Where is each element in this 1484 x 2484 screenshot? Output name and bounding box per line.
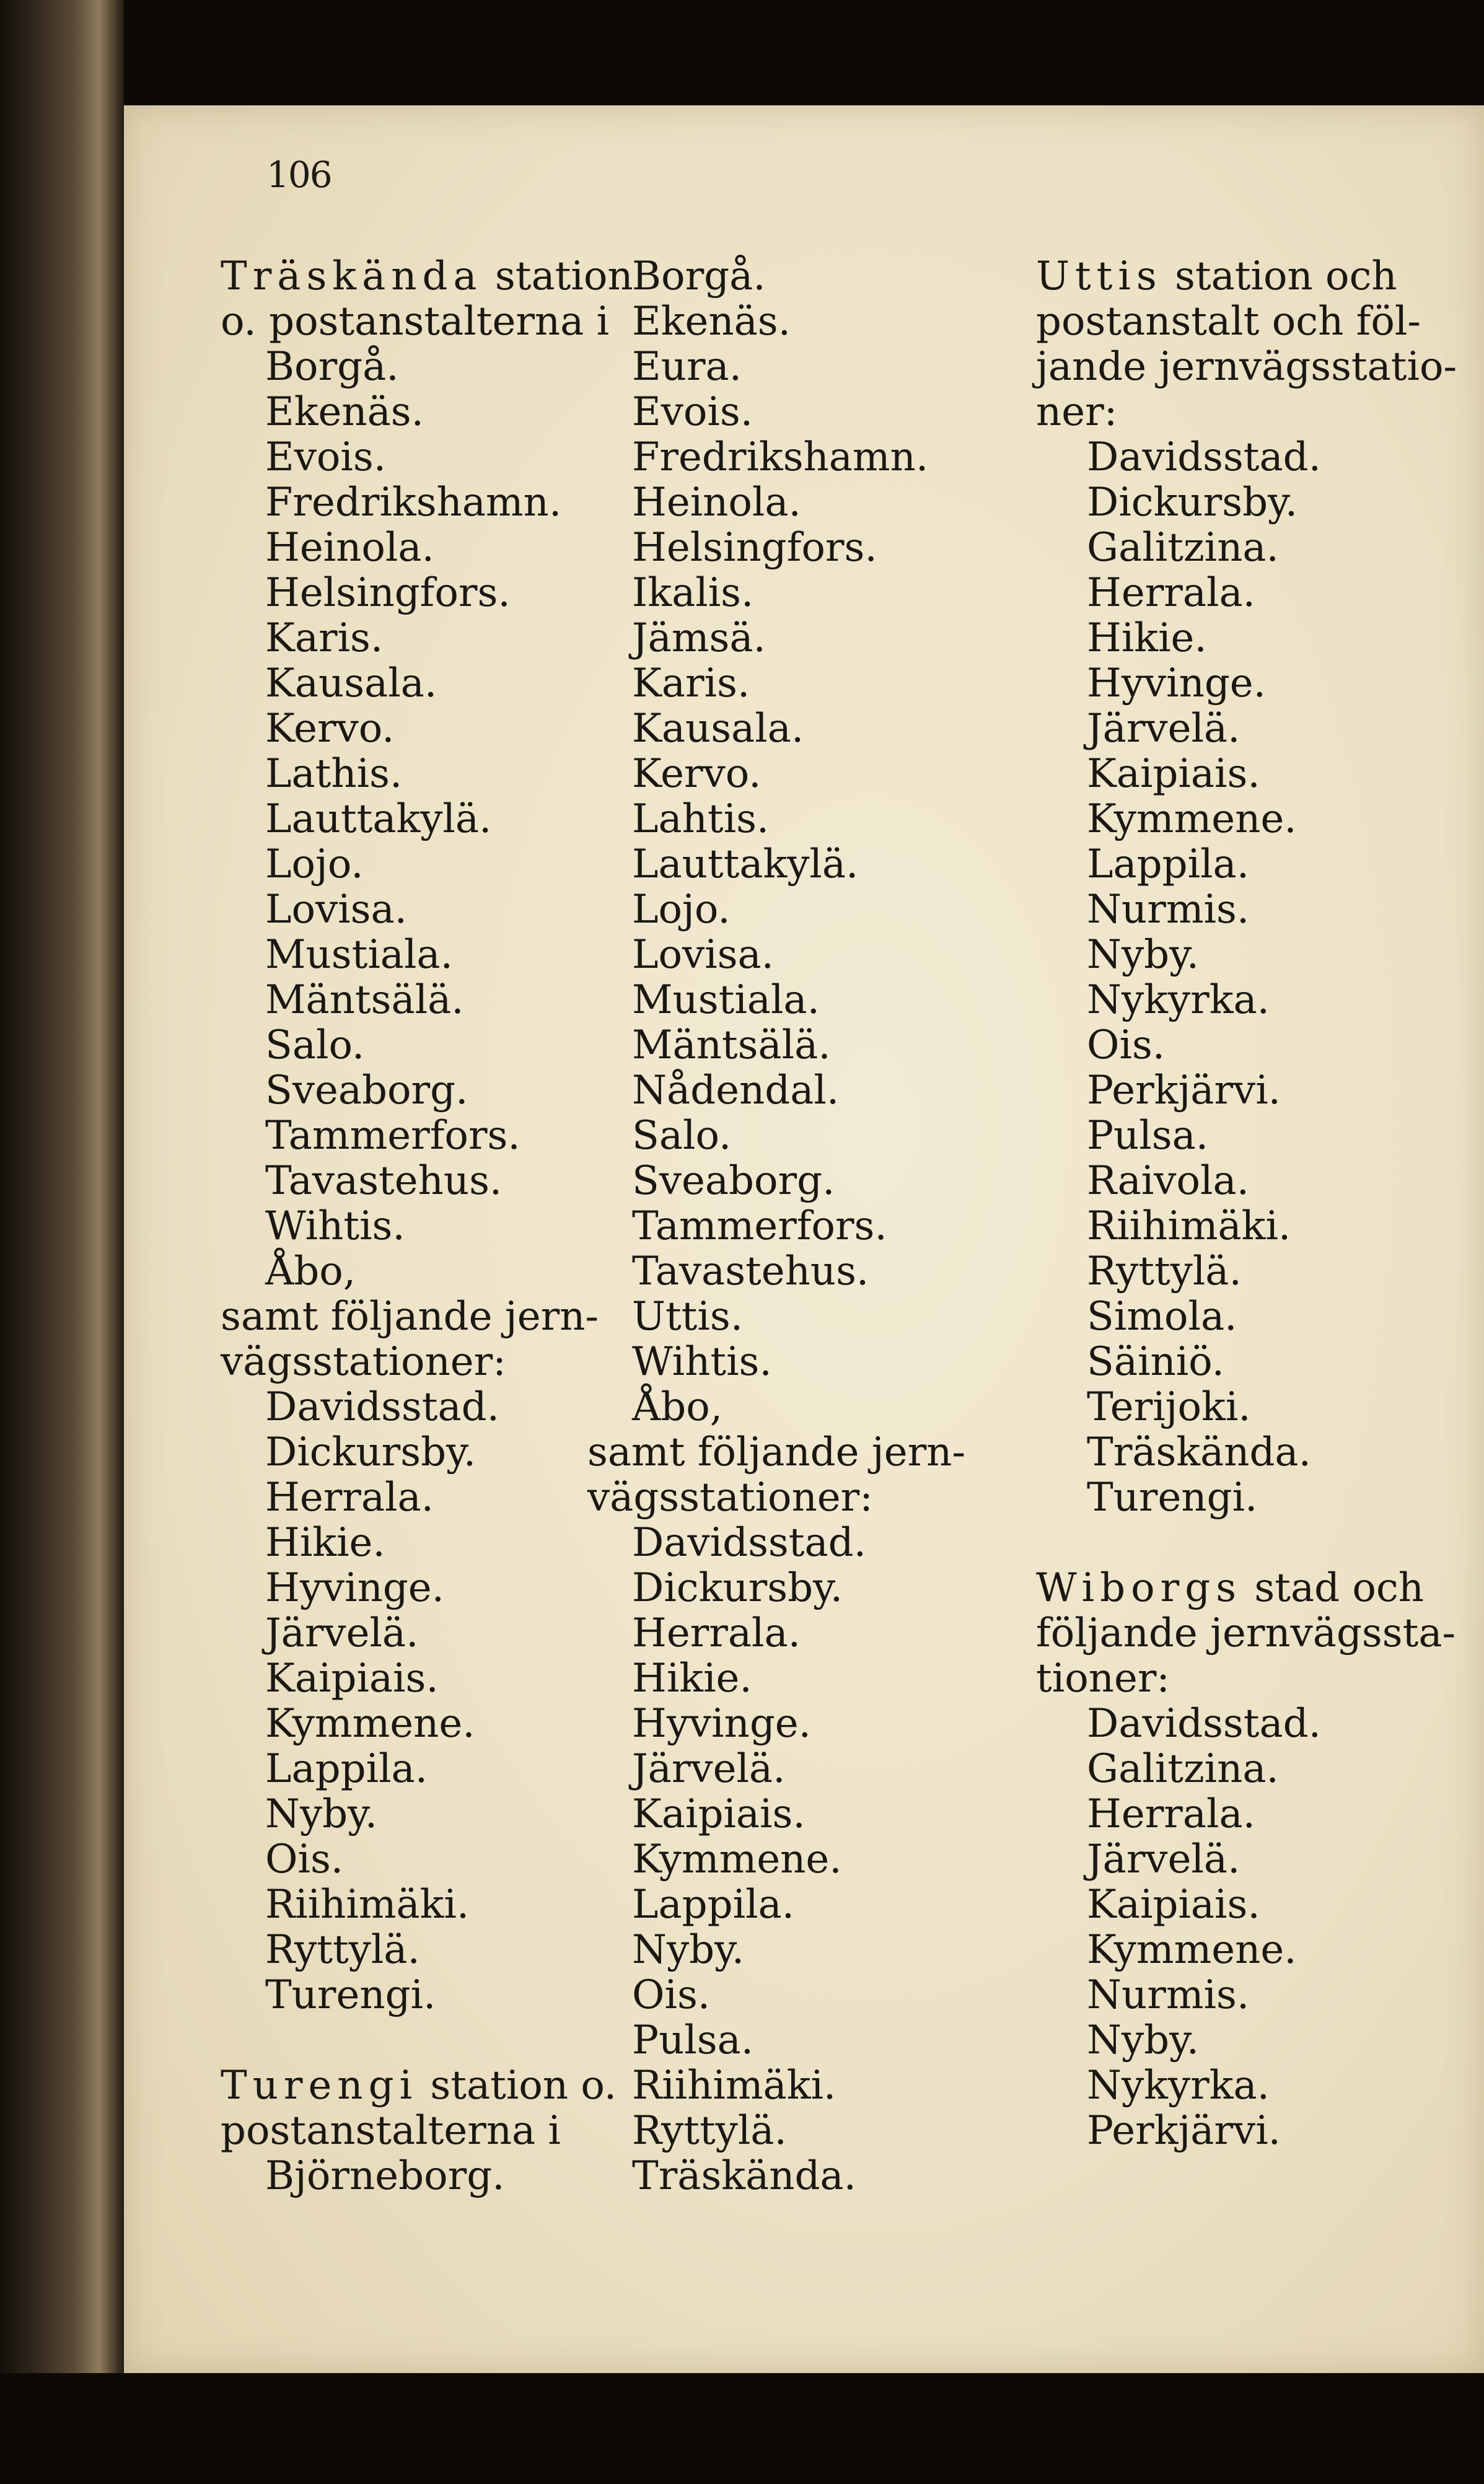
text-line: Tavastehus. bbox=[632, 1249, 869, 1294]
station-entry: Ryttylä. bbox=[265, 1927, 420, 1973]
station-entry: Riihimäki. bbox=[1087, 1203, 1291, 1249]
station-entry: Helsingfors. bbox=[265, 570, 511, 616]
text-line: Jämsä. bbox=[632, 615, 766, 661]
text-line: Karis. bbox=[632, 660, 750, 706]
text-line: Hyvinge. bbox=[632, 1701, 811, 1747]
station-entry: Hikie. bbox=[265, 1520, 385, 1566]
station-entry: Björneborg. bbox=[265, 2153, 505, 2199]
station-entry: Ekenäs. bbox=[265, 389, 424, 435]
text-line: Hikie. bbox=[632, 1656, 752, 1701]
text-line: Kausala. bbox=[632, 706, 804, 752]
station-entry: Hyvinge. bbox=[265, 1565, 444, 1611]
station-entry: Perkjärvi. bbox=[1087, 2108, 1281, 2154]
text-line: Lappila. bbox=[632, 1882, 795, 1928]
scan-background-top bbox=[0, 0, 1484, 105]
heading-remainder: station o. bbox=[418, 2063, 617, 2109]
text-line: Ekenäs. bbox=[632, 299, 791, 345]
station-entry: Sveaborg. bbox=[265, 1068, 468, 1113]
text-line: Tammerfors. bbox=[632, 1203, 887, 1249]
station-entry: Nurmis. bbox=[1087, 1972, 1250, 2018]
text-line: Salo. bbox=[632, 1113, 732, 1159]
text-line: Lauttakylä. bbox=[632, 841, 859, 887]
station-entry: Lappila. bbox=[265, 1746, 428, 1792]
station-entry: Davidsstad. bbox=[265, 1384, 499, 1430]
station-entry: Järvelä. bbox=[1087, 1837, 1240, 1882]
text-line: vägsstationer: bbox=[221, 1339, 506, 1385]
text-line: Pulsa. bbox=[632, 2017, 754, 2063]
heading-place-name: Uttis bbox=[1036, 253, 1162, 299]
station-entry: Kausala. bbox=[265, 660, 437, 706]
station-entry: Ryttylä. bbox=[1087, 1249, 1242, 1294]
text-line: Sveaborg. bbox=[632, 1158, 835, 1204]
heading-place-name: Wiborgs bbox=[1036, 1565, 1242, 1611]
blank-line bbox=[221, 2018, 633, 2063]
station-entry: Hyvinge. bbox=[1087, 660, 1266, 706]
station-entry: Perkjärvi. bbox=[1087, 1068, 1281, 1113]
station-entry: Simola. bbox=[1087, 1294, 1237, 1340]
text-line: Heinola. bbox=[632, 480, 801, 525]
station-entry: Mäntsälä. bbox=[265, 977, 464, 1023]
station-entry: Säiniö. bbox=[1087, 1339, 1224, 1385]
section-heading bbox=[1036, 254, 1457, 299]
station-entry: Hikie. bbox=[1087, 615, 1207, 661]
station-entry: Kymmene. bbox=[1087, 796, 1297, 842]
text-line: Kymmene. bbox=[632, 1837, 842, 1882]
station-entry: Tammerfors. bbox=[265, 1113, 520, 1159]
station-entry: Nyby. bbox=[1087, 2017, 1200, 2063]
station-entry: Ois. bbox=[265, 1837, 344, 1882]
text-line: Davidsstad. bbox=[632, 1520, 866, 1566]
text-line: Herrala. bbox=[632, 1610, 801, 1656]
heading-place-name: Träskända bbox=[221, 253, 483, 299]
text-line: följande jernvägssta- bbox=[1036, 1610, 1456, 1656]
station-entry: Järvelä. bbox=[265, 1610, 419, 1656]
station-entry: Lappila. bbox=[1087, 841, 1250, 887]
text-line: samt följande jern- bbox=[221, 1294, 599, 1340]
text-column-middle bbox=[587, 253, 965, 2199]
text-line: Eura. bbox=[632, 344, 742, 390]
station-entry: Ois. bbox=[1087, 1022, 1166, 1068]
text-line: postanstalt och föl- bbox=[1036, 299, 1421, 345]
station-entry: Raivola. bbox=[1087, 1158, 1249, 1204]
blank-line bbox=[1036, 1521, 1457, 1566]
text-line: Uttis. bbox=[632, 1294, 744, 1340]
station-entry: Salo. bbox=[265, 1022, 365, 1068]
station-entry: Kymmene. bbox=[1087, 1927, 1297, 1973]
text-line: Åbo, bbox=[632, 1384, 723, 1430]
station-entry: Lathis. bbox=[265, 751, 403, 797]
scan-background-bottom bbox=[0, 2373, 1484, 2484]
station-entry: Kaipiais. bbox=[1087, 1882, 1260, 1928]
text-line: Evois. bbox=[632, 389, 753, 435]
station-entry: Mustiala. bbox=[265, 932, 453, 978]
section-heading bbox=[221, 254, 633, 299]
text-line: Dickursby. bbox=[632, 1565, 843, 1611]
page-number: 106 bbox=[266, 154, 331, 196]
text-line: Nyby. bbox=[632, 1927, 745, 1973]
station-entry: Turengi. bbox=[265, 1972, 436, 2018]
station-entry: Kaipiais. bbox=[265, 1656, 439, 1701]
station-entry: Kervo. bbox=[265, 706, 395, 752]
station-entry: Fredrikshamn. bbox=[265, 480, 562, 525]
station-entry: Nykyrka. bbox=[1087, 977, 1270, 1023]
station-entry: Kymmene. bbox=[265, 1701, 475, 1747]
station-entry: Kaipiais. bbox=[1087, 751, 1260, 797]
station-entry: Davidsstad. bbox=[1087, 434, 1321, 480]
station-entry: Galitzina. bbox=[1087, 1746, 1279, 1792]
text-line: Lojo. bbox=[632, 887, 731, 933]
text-line: Träskända. bbox=[632, 2153, 856, 2199]
station-entry: Tavastehus. bbox=[265, 1158, 503, 1204]
text-line: Wihtis. bbox=[632, 1339, 772, 1385]
station-entry: Nykyrka. bbox=[1087, 2063, 1270, 2109]
station-entry: Nurmis. bbox=[1087, 887, 1250, 933]
text-line: Ois. bbox=[632, 1972, 711, 2018]
text-line: Borgå. bbox=[632, 253, 766, 299]
station-entry: Lojo. bbox=[265, 841, 364, 887]
text-line: Ikalis. bbox=[632, 570, 754, 616]
text-line: Kervo. bbox=[632, 751, 762, 797]
text-line: Fredrikshamn. bbox=[632, 434, 929, 480]
heading-place-name: Turengi bbox=[221, 2063, 418, 2109]
text-line: Nådendal. bbox=[632, 1068, 840, 1113]
book-binding bbox=[0, 0, 124, 2484]
text-line: samt följande jern- bbox=[587, 1429, 965, 1475]
station-entry: Heinola. bbox=[265, 525, 434, 571]
text-column-left bbox=[221, 254, 633, 2199]
station-entry: Järvelä. bbox=[1087, 706, 1240, 752]
station-entry: Lauttakylä. bbox=[265, 796, 492, 842]
station-entry: Evois. bbox=[265, 434, 387, 480]
station-entry: Lovisa. bbox=[265, 887, 407, 933]
station-entry: Riihimäki. bbox=[265, 1882, 470, 1928]
station-entry: Terijoki. bbox=[1087, 1384, 1251, 1430]
heading-remainder: stad och bbox=[1242, 1565, 1424, 1611]
text-line: ner: bbox=[1036, 389, 1118, 435]
text-line: Mustiala. bbox=[632, 977, 820, 1023]
text-line: o. postanstalterna i bbox=[221, 299, 610, 345]
station-entry: Davidsstad. bbox=[1087, 1701, 1321, 1747]
station-entry: Borgå. bbox=[265, 344, 399, 390]
station-entry: Åbo, bbox=[265, 1249, 356, 1294]
station-entry: Dickursby. bbox=[1087, 480, 1298, 525]
text-line: vägsstationer: bbox=[587, 1475, 873, 1521]
station-entry: Herrala. bbox=[1087, 570, 1255, 616]
text-line: jande jernvägsstatio- bbox=[1036, 344, 1457, 390]
station-entry: Träskända. bbox=[1087, 1429, 1311, 1475]
text-line: tioner: bbox=[1036, 1656, 1170, 1701]
text-line: Riihimäki. bbox=[632, 2063, 836, 2109]
station-entry: Galitzina. bbox=[1087, 525, 1279, 571]
station-entry: Herrala. bbox=[265, 1475, 434, 1521]
text-line: Helsingfors. bbox=[632, 525, 877, 571]
station-entry: Pulsa. bbox=[1087, 1113, 1209, 1159]
text-line: Lovisa. bbox=[632, 932, 774, 978]
station-entry: Herrala. bbox=[1087, 1791, 1255, 1837]
text-line: postanstalterna i bbox=[221, 2108, 561, 2154]
section-heading bbox=[221, 2063, 633, 2109]
station-entry: Turengi. bbox=[1087, 1475, 1258, 1521]
station-entry: Karis. bbox=[265, 615, 384, 661]
text-line: Ryttylä. bbox=[632, 2108, 787, 2154]
station-entry: Dickursby. bbox=[265, 1429, 476, 1475]
station-entry: Wihtis. bbox=[265, 1203, 405, 1249]
text-column-right bbox=[1036, 254, 1457, 2154]
section-heading bbox=[1036, 1566, 1457, 1611]
heading-remainder: station bbox=[482, 253, 633, 299]
text-line: Lahtis. bbox=[632, 796, 770, 842]
text-line: Mäntsälä. bbox=[632, 1022, 831, 1068]
text-line: Kaipiais. bbox=[632, 1791, 806, 1837]
station-entry: Nyby. bbox=[265, 1791, 378, 1837]
heading-remainder: station och bbox=[1162, 253, 1397, 299]
station-entry: Nyby. bbox=[1087, 932, 1200, 978]
text-line: Järvelä. bbox=[632, 1746, 786, 1792]
